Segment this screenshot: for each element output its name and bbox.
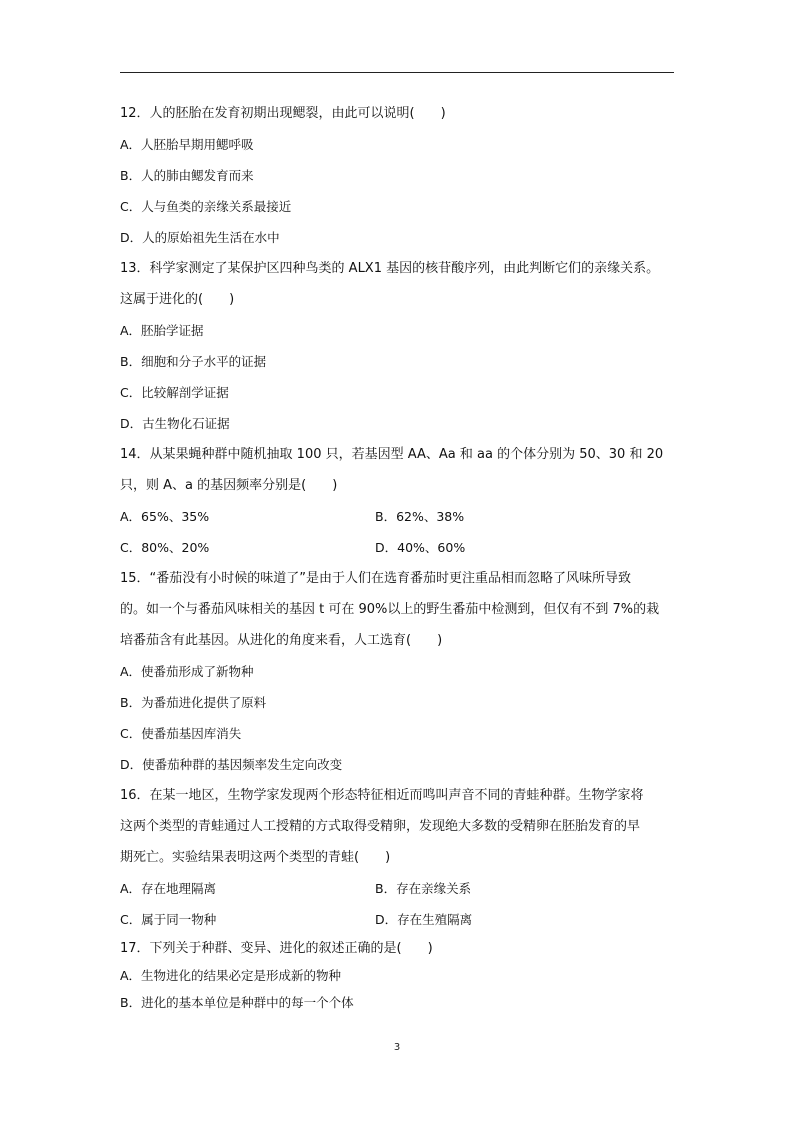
- question-15-stem-line3: 培番茄含有此基因。从进化的角度来看，人工选育( ): [120, 633, 443, 648]
- q13-option-b: B．细胞和分子水平的证据: [120, 354, 267, 369]
- question-16-stem-line2: 这两个类型的青蛙通过人工授精的方式取得受精卵，发现绝大多数的受精卵在胚胎发育的早: [120, 819, 641, 834]
- q14-option-d: D．40%、60%: [375, 540, 466, 555]
- q16-option-a: A．存在地理隔离: [120, 881, 217, 896]
- question-14-stem-line2: 只，则 A、a 的基因频率分别是( ): [120, 478, 338, 493]
- question-list: [120, 98, 680, 1016]
- question-13-stem-line1: 13．科学家测定了某保护区四种鸟类的 ALX1 基因的核苷酸序列，由此判断它们的亲缘关系。: [120, 261, 660, 276]
- q13-option-d: D．古生物化石证据: [120, 416, 230, 431]
- question-15-stem-line1: 15．“番茄没有小时候的味道了”是由于人们在选育番茄时更注重品相而忽略了风味所导致: [120, 571, 632, 586]
- q15-option-a: A．使番茄形成了新物种: [120, 664, 254, 679]
- q12-option-c: C．人与鱼类的亲缘关系最接近: [120, 199, 292, 214]
- q13-option-a: A．胚胎学证据: [120, 323, 204, 338]
- header-rule: [120, 72, 674, 73]
- q15-option-b: B．为番茄进化提供了原料: [120, 695, 267, 710]
- q16-option-c: C．属于同一物种: [120, 912, 217, 927]
- q16-options-row1: [120, 873, 680, 904]
- question-17-stem: 17．下列关于种群、变异、进化的叙述正确的是( ): [120, 941, 433, 956]
- q14-options-row1: [120, 501, 680, 532]
- q14-options-row2: [120, 532, 680, 563]
- question-12-stem: 12．人的胚胎在发育初期出现鳃裂，由此可以说明( ): [120, 106, 446, 121]
- q12-option-d: D．人的原始祖先生活在水中: [120, 230, 280, 245]
- page-number: 3: [393, 1042, 401, 1053]
- q12-option-b: B．人的肺由鳃发育而来: [120, 168, 254, 183]
- question-16-stem-line1: 16．在某一地区，生物学家发现两个形态特征相近而鸣叫声音不同的青蛙种群。生物学家将: [120, 788, 644, 803]
- q12-option-a: A．人胚胎早期用鳃呼吸: [120, 137, 254, 152]
- q17-option-b: B．进化的基本单位是种群中的每一个个体: [120, 995, 354, 1010]
- q14-option-c: C．80%、20%: [120, 540, 210, 555]
- q16-option-b: B．存在亲缘关系: [375, 881, 472, 896]
- q13-option-c: C．比较解剖学证据: [120, 385, 229, 400]
- question-13-stem-line2: 这属于进化的( ): [120, 292, 235, 307]
- question-15-stem-line2: 的。如一个与番茄风味相关的基因 t 可在 90%以上的野生番茄中检测到，但仅有不到 7%的栽: [120, 602, 660, 617]
- q15-option-d: D．使番茄种群的基因频率发生定向改变: [120, 757, 343, 772]
- q14-option-b: B．62%、38%: [375, 509, 465, 524]
- question-14-stem-line1: 14．从某果蝇种群中随机抽取 100 只，若基因型 AA、Aa 和 aa 的个体分别为 50、30 和 20: [120, 447, 664, 462]
- q16-option-d: D．存在生殖隔离: [375, 912, 473, 927]
- q17-option-a: A．生物进化的结果必定是形成新的物种: [120, 968, 342, 983]
- q16-options-row2: [120, 904, 680, 935]
- question-16-stem-line3: 期死亡。实验结果表明这两个类型的青蛙( ): [120, 850, 391, 865]
- q15-option-c: C．使番茄基因库消失: [120, 726, 242, 741]
- q14-option-a: A．65%、35%: [120, 509, 210, 524]
